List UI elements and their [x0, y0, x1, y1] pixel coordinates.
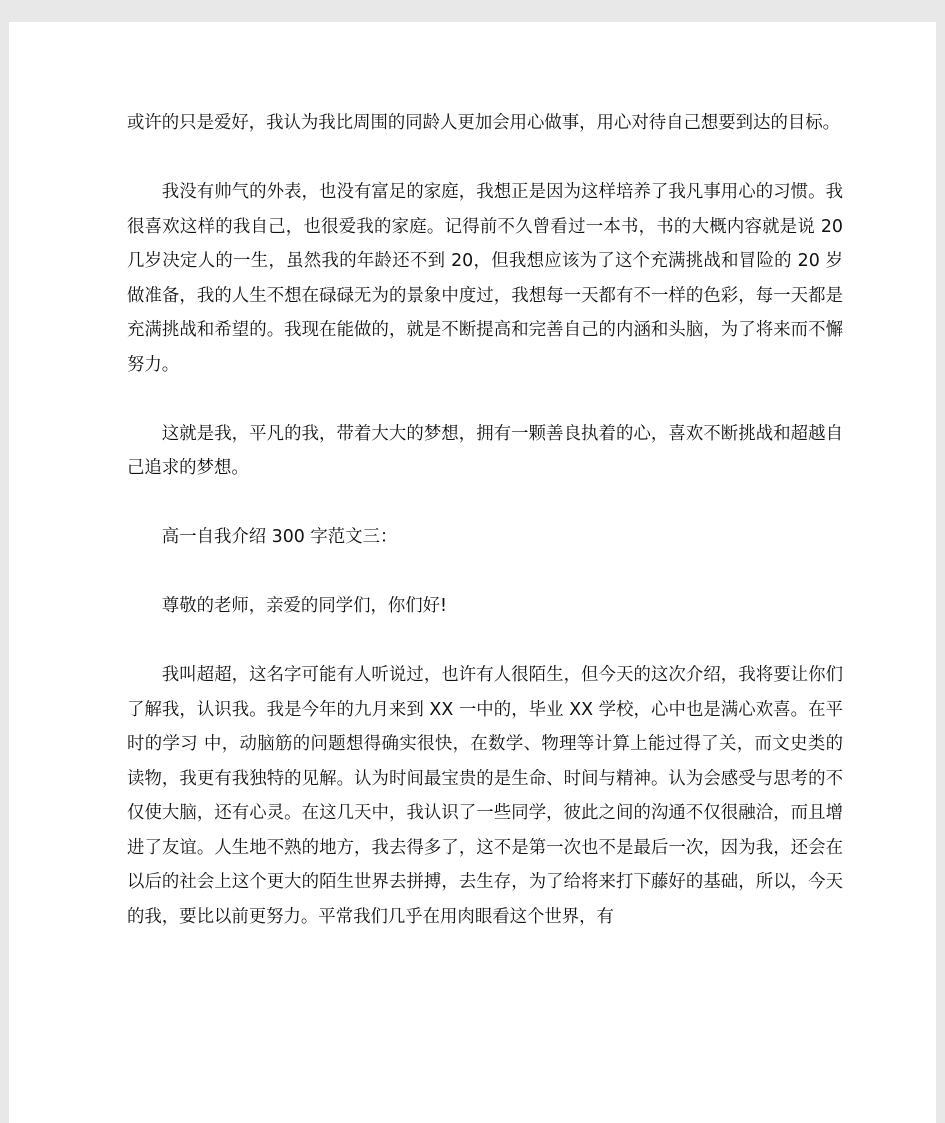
- paragraph-spacer: [127, 555, 843, 590]
- paragraph-spacer: [127, 624, 843, 659]
- paragraph-greeting: 尊敬的老师，亲爱的同学们，你们好!: [161, 596, 448, 616]
- document-body: [127, 106, 843, 934]
- section-heading: 高一自我介绍 300 字范文三：: [161, 527, 398, 547]
- paragraph-character: 我没有帅气的外表，也没有富足的家庭，我想正是因为这样培养了我凡事用心的习惯。我很喜欢这样的我自己，也很爱我的家庭。记得前不久曾看过一本书，书的大概内容就是说 20 几岁决定人的一生，虽然我的年龄还不到 20，但我想应该为了这个充满挑战和冒险的 20 岁做准备，我的人生不想在碌碌无为的景象中度过，我想每一天都有不一样的色彩，每一天都是充满挑战和希望的。我现在能做的，就是不断提高和完善自己的内涵和头脑，为了将来而不懈努力。: [127, 182, 843, 375]
- paragraph-self-intro: 我叫超超，这名字可能有人听说过，也许有人很陌生，但今天的这次介绍，我将要让你们了解我，认识我。我是今年的九月来到 XX 一中的，毕业 XX 学校，心中也是满心欢喜。在平时的学习 中，动脑筋的问题想得确实很快，在数学、物理等计算上能过得了关，而文史类的读物，我更有我独特的见解。认为时间最宝贵的是生命、时间与精神。认为会感受与思考的不仅使大脑，还有心灵。在这几天中，我认识了一些同学，彼此之间的沟通不仅很融洽，而且增进了友谊。人生地不熟的地方，我去得多了，这不是第一次也不是最后一次，因为我，还会在以后的社会上这个更大的陌生世界去拼搏，去生存，为了给将来打下藤好的基础，所以，今天的我，要比以前更努力。平常我们几乎在用肉眼看这个世界，有: [127, 665, 843, 927]
- paragraph-intro-end: 或许的只是爱好，我认为我比周围的同龄人更加会用心做事，用心对待自己想要到达的目标。: [127, 113, 841, 133]
- paragraph-spacer: [127, 382, 843, 417]
- document-page: [9, 22, 936, 1123]
- paragraph-spacer: [127, 486, 843, 521]
- paragraph-spacer: [127, 141, 843, 176]
- paragraph-summary: 这就是我，平凡的我，带着大大的梦想，拥有一颗善良执着的心，喜欢不断挑战和超越自己追求的梦想。: [127, 423, 843, 478]
